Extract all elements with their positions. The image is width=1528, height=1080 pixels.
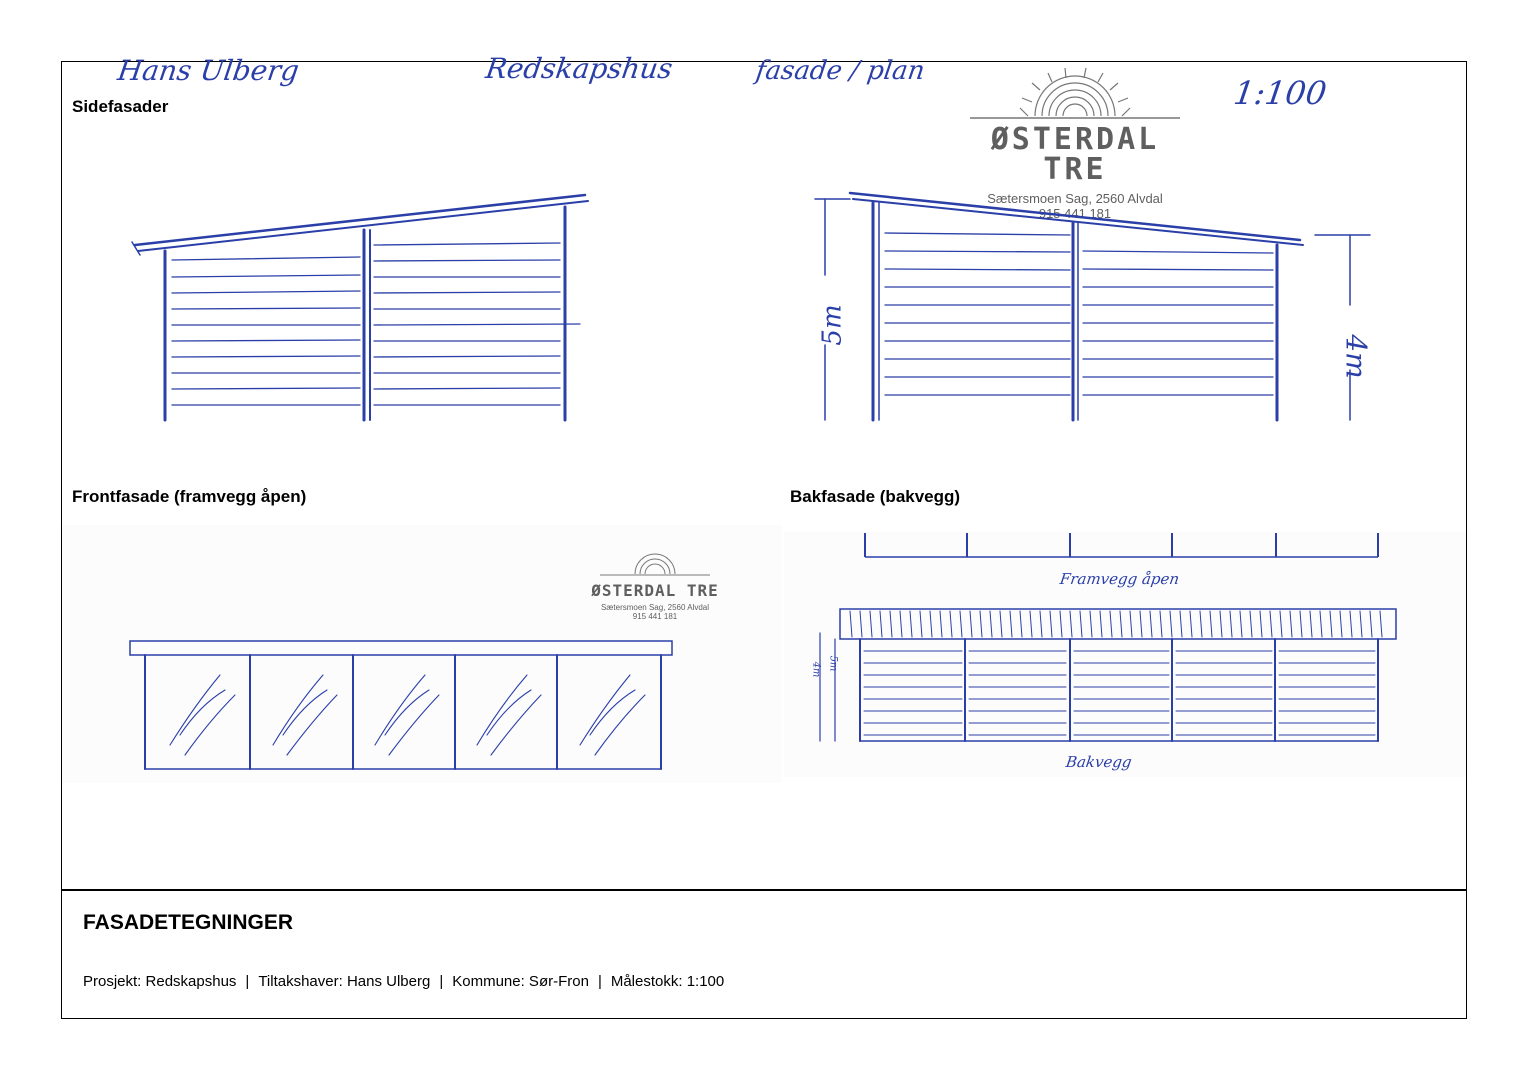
handwritten-project: Redskapshus	[483, 52, 675, 85]
title-block-info	[83, 973, 724, 990]
side-elevation-right	[795, 185, 1385, 425]
scale-label: Målestokk: 1:100	[610, 973, 725, 990]
municipality-label: Kommune: Sør-Fron	[452, 973, 589, 990]
dimension-small-1: 4m	[810, 661, 822, 678]
stamp-phone-small: 915 441 181	[632, 612, 678, 621]
handwritten-bakvegg: Bakvegg	[1064, 753, 1133, 771]
section-label-front: Frontfasade (framvegg åpen)	[72, 487, 307, 506]
separator: |	[597, 973, 602, 990]
company-stamp-small	[590, 548, 720, 621]
section-label-back: Bakfasade (bakvegg)	[790, 487, 961, 506]
stamp-phone: 915 441 181	[1038, 206, 1112, 221]
back-top-plan-strip	[860, 533, 1385, 561]
front-elevation-drawing	[125, 635, 680, 780]
owner-label: Tiltakshaver: Hans Ulberg	[258, 973, 431, 990]
stamp-company-name: ØSTERDAL TRE	[990, 122, 1160, 187]
section-label-side: Sidefasader	[72, 97, 169, 116]
dimension-4m: 4m	[1339, 334, 1373, 379]
title-block-title: FASADETEGNINGER	[83, 911, 294, 934]
handwritten-scale: 1:100	[1231, 74, 1329, 112]
stamp-address: Sætersmoen Sag, 2560 Alvdal	[987, 191, 1163, 206]
project-label: Prosjekt: Redskapshus	[83, 973, 237, 990]
stamp-address-small: Sætersmoen Sag, 2560 Alvdal	[600, 603, 710, 612]
back-elevation-drawing	[800, 605, 1400, 750]
dimension-small-2: 5m	[827, 655, 839, 672]
handwritten-owner: Hans Ulberg	[115, 54, 302, 87]
stamp-company-name-small: ØSTERDAL TRE	[591, 581, 719, 600]
handwritten-sheet: fasade / plan	[753, 56, 927, 86]
saw-blade-logo-small	[590, 548, 720, 576]
handwritten-framvegg: Framvegg åpen	[1058, 570, 1181, 588]
separator: |	[439, 973, 444, 990]
separator: |	[245, 973, 250, 990]
title-block-divider	[61, 889, 1467, 891]
saw-blade-logo	[960, 58, 1190, 120]
side-elevation-left	[130, 185, 600, 425]
dimension-5m: 5m	[817, 304, 848, 346]
